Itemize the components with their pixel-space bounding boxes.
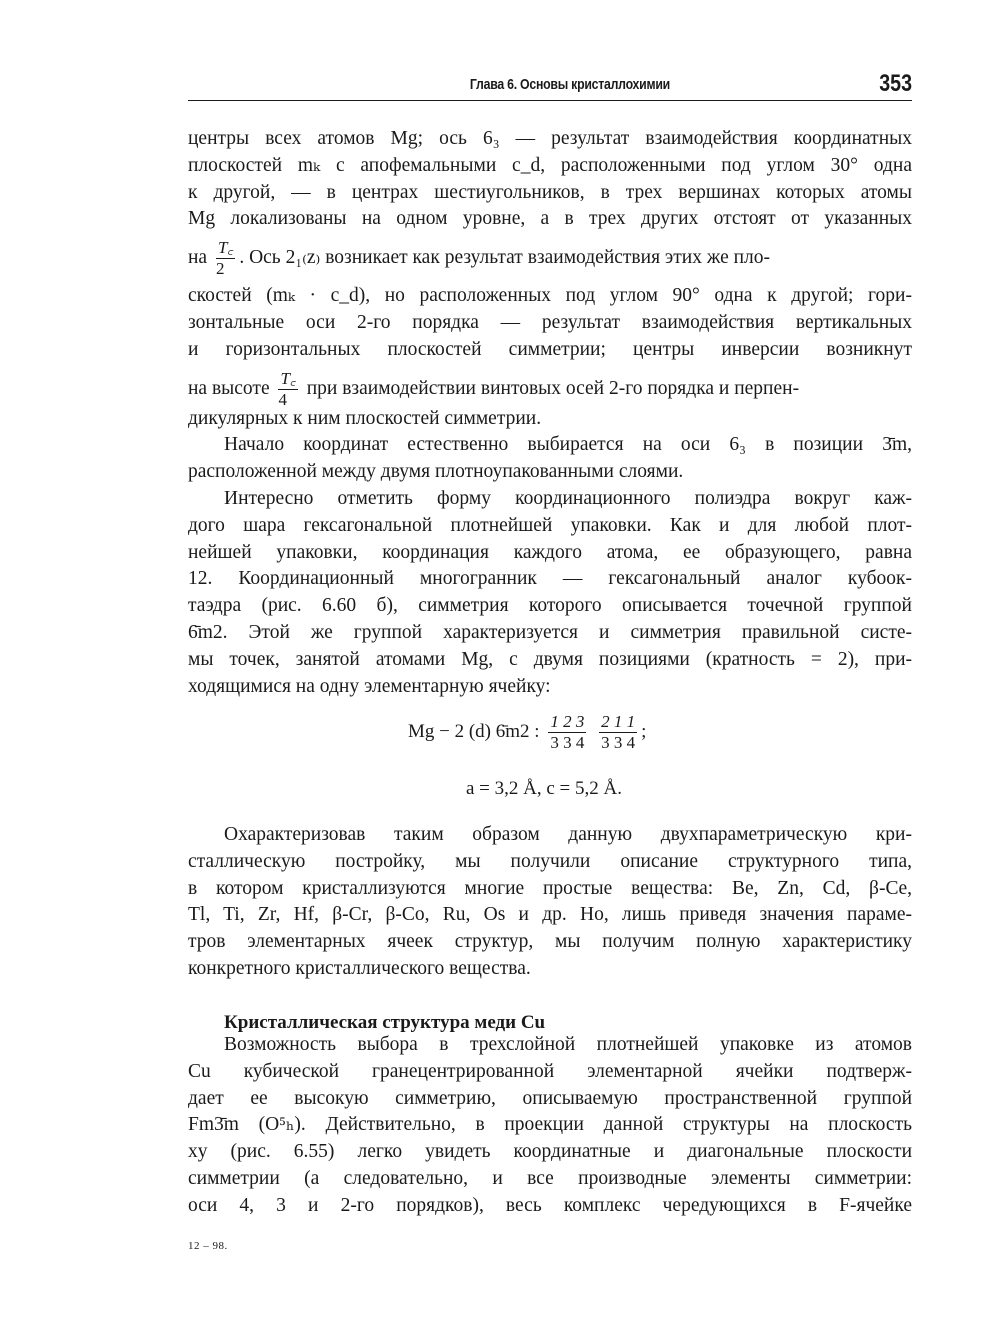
text-line: xy (рис. 6.55) легко увидеть координатные и диагональные плоскости [188,1141,912,1163]
fraction-denominator: 3 3 4 [550,733,585,752]
text-line: Tl, Ti, Zr, Hf, β-Cr, β-Co, Ru, Os и др. Но, лишь приведя значения параме- [188,904,912,926]
text-line: симметрии (а следовательно, и все производные элементы симметрии: [188,1167,912,1189]
page-number: 353 [879,70,912,97]
text-line: плоскостей mₖ с апофемальными c_d, расположенными под углом 30° одна [188,154,912,176]
fraction-t-half [216,238,235,279]
text-line: ходящимися на одну элементарную ячейку: [188,675,551,697]
fraction-numerator: 1 2 3 [550,712,585,731]
text-fragment: при взаимодействии винтовых осей 2-го порядка и перпен- [306,377,800,399]
fraction-coords-b [599,712,637,753]
text-line: мы точек, занятой атомами Mg, с двумя позициями (кратность = 2), при- [188,648,912,670]
fraction-numerator: T꜀ [280,368,296,388]
text-line: дикулярных к ним плоскостей симметрии. [188,407,542,429]
text-line: и горизонтальных плоскостей симметрии; центры инверсии возникнут [188,338,912,360]
formula-lattice-params: a = 3,2 Å, c = 5,2 Å. [466,778,622,799]
text-line: сталлическую постройку, мы получили описание структурного типа, [188,850,912,872]
text-line: дает ее высокую симметрию, описываемую пространственной группой [188,1087,912,1109]
fraction-denominator: 4 [278,389,287,409]
fraction-t-quarter [278,369,297,410]
text-line: оси 4, 3 и 2-го порядков), весь комплекс чередующихся в F-ячейке [188,1194,912,1216]
formula-mg-position [408,712,708,753]
text-line: 12. Координационный многогранник — гексагональный аналог кубоок- [188,568,912,590]
text-line: дого шара гексагональной плотнейшей упаковки. Как и для любой плот- [188,514,912,536]
fraction-numerator: T꜀ [217,238,234,258]
text-line: зонтальные оси 2-го порядка — результат взаимодействия вертикальных [188,311,912,333]
chapter-title: Глава 6. Основы кристаллохимии [469,76,670,93]
text-line: Cu кубической гранецентрированной элементарной ячейки подтверж- [188,1060,912,1082]
paragraph-structure-type [188,822,912,983]
text-line: Fm3̄m (O⁵ₕ). Действительно, в проекции данной структуры на плоскость [188,1114,912,1136]
text-line: Охарактеризовав таким образом данную двухпараметрическую кри- [224,824,912,845]
paragraph-axes [188,126,912,700]
text-line: Интересно отметить форму координационного полиэдра вокруг каж- [224,487,912,509]
text-fragment: . Ось 2₁₍z₎ возникает как результат взаимодействия этих же пло- [239,247,771,269]
text-fragment: на [188,247,208,269]
text-line: Возможность выбора в трехслойной плотнейшей упаковке из атомов [224,1034,912,1055]
fraction-coords-a [548,712,586,753]
formula-end: ; [641,720,647,742]
text-line: в котором кристаллизуются многие простые вещества: Be, Zn, Cd, β-Ce, [188,877,912,899]
text-line: нейшей упаковки, координация каждого атома, ее образующего, равна [188,541,912,563]
text-line-fraction [188,233,912,283]
signature-mark: 12 – 98. [188,1240,228,1252]
text-line: центры всех атомов Mg; ось 6₃ — результат взаимодействия координатных [188,128,912,149]
text-line: Начало координат естественно выбирается на оси 6₃ в позиции 3̄m, [224,434,912,456]
fraction-denominator: 3 3 4 [601,733,636,752]
text-line: расположенной между двумя плотноупакованными слоями. [188,461,684,483]
running-header [188,66,912,101]
paragraph-copper [188,1032,912,1220]
text-line: таэдра (рис. 6.60 б), симметрия которого описывается точечной группой [188,595,912,617]
text-fragment: на высоте [188,377,270,399]
text-line: к другой, — в центрах шестиугольников, в трех вершинах которых атомы [188,181,912,203]
formula-left: Mg − 2 (d) 6̄m2 : [408,720,540,742]
text-line: тров элементарных ячеек структур, мы получим полную характеристику [188,931,912,953]
fraction-numerator: 2 1 1 [601,712,636,731]
text-line: Mg локализованы на одном уровне, а в трех других отстоят от указанных [188,208,912,230]
fraction-denominator: 2 [215,259,225,279]
text-line: конкретного кристаллического вещества. [188,957,531,979]
text-line: 6̄m2. Этой же группой характеризуется и симметрия правильной систе- [188,621,912,643]
section-heading: Кристаллическая структура меди Cu [224,1012,546,1033]
text-line: скостей (mₖ · c_d), но расположенных под углом 90° одна к другой; гори- [188,285,912,307]
